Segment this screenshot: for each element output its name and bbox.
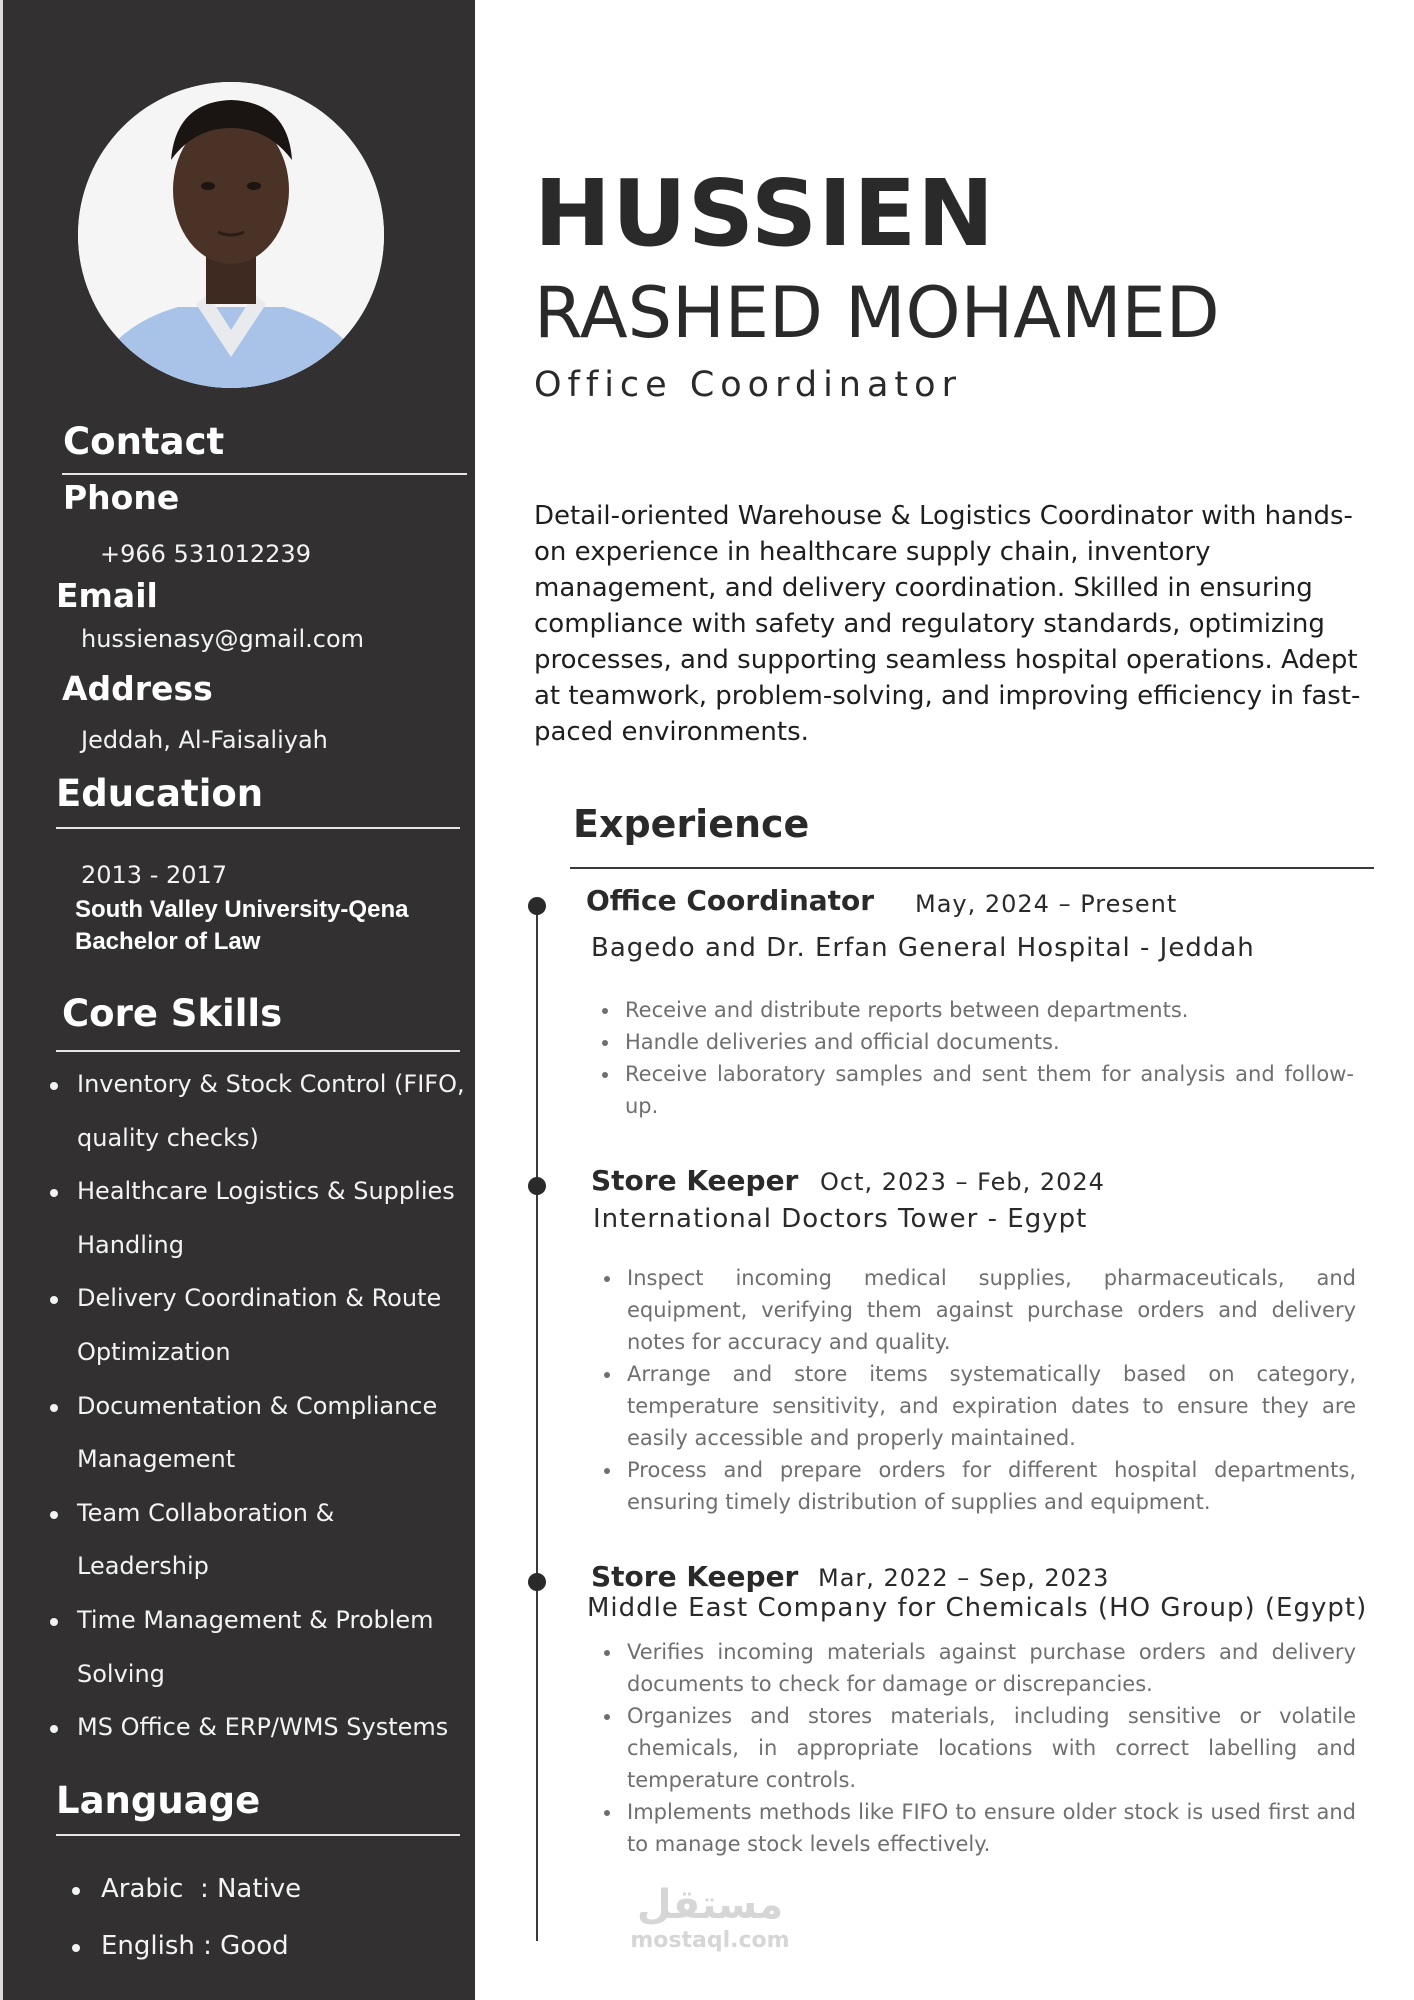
timeline-dot xyxy=(528,1573,546,1591)
address-value: Jeddah, Al-Faisaliyah xyxy=(81,726,328,754)
email-value[interactable]: hussienasy@gmail.com xyxy=(81,625,365,653)
skill-item: Healthcare Logistics & Supplies Handling xyxy=(50,1165,470,1272)
duty-item: Process and prepare orders for different hospital departments, ensuring timely distribution of supplies and equipment. xyxy=(600,1454,1356,1518)
language-item: English : Good xyxy=(72,1918,301,1975)
address-label: Address xyxy=(62,669,213,708)
timeline-line xyxy=(536,906,538,1941)
sidebar xyxy=(0,0,475,2000)
job-dates: May, 2024 – Present xyxy=(915,890,1178,918)
job-company: International Doctors Tower - Egypt xyxy=(593,1204,1088,1234)
job-duties xyxy=(600,1636,1356,1860)
job-role: Store Keeper xyxy=(591,1560,799,1593)
skills-heading: Core Skills xyxy=(62,992,283,1035)
skills-divider xyxy=(56,1050,460,1052)
duty-item: Organizes and stores materials, including sensitive or volatile chemicals, in appropriate locations with correct labelling and temperature controls. xyxy=(600,1700,1356,1796)
timeline-dot xyxy=(528,1177,546,1195)
education-degree: Bachelor of Law xyxy=(75,928,261,955)
duty-item: Receive and distribute reports between departments. xyxy=(598,994,1354,1026)
duty-item: Handle deliveries and official documents. xyxy=(598,1026,1354,1058)
phone-label: Phone xyxy=(63,478,180,517)
education-school: South Valley University-Qena xyxy=(75,896,409,923)
watermark-logo: مستقل xyxy=(636,1882,784,1928)
contact-heading: Contact xyxy=(63,420,225,463)
sidebar-edge xyxy=(0,0,3,2000)
contact-divider xyxy=(62,473,467,475)
summary: Detail-oriented Warehouse & Logistics Coordinator with hands-on experience in healthcare supply chain, inventory management, and delivery coordination. Skilled in ensuring compliance with safety and regulatory standards, optimizing processes, and supporting seamless hospital operations. Adept at teamwork, problem-solving, and improving efficiency in fast-paced environments. xyxy=(534,501,1361,747)
skill-item: Team Collaboration & Leadership xyxy=(50,1487,470,1594)
job-dates: Mar, 2022 – Sep, 2023 xyxy=(818,1564,1110,1592)
experience-heading: Experience xyxy=(573,802,810,846)
skill-item: Documentation & Compliance Management xyxy=(50,1380,470,1487)
skill-item: Time Management & Problem Solving xyxy=(50,1594,470,1701)
experience-divider xyxy=(570,867,1374,869)
watermark xyxy=(620,1882,800,1953)
job-role: Office Coordinator xyxy=(586,884,875,917)
job-title: Office Coordinator xyxy=(534,365,962,405)
profile-photo xyxy=(78,82,384,388)
job-duties xyxy=(598,994,1354,1122)
language-list xyxy=(72,1861,301,1975)
skills-list xyxy=(50,1058,470,1755)
job-dates: Oct, 2023 – Feb, 2024 xyxy=(820,1168,1105,1196)
timeline-dot xyxy=(528,897,546,915)
first-name: HUSSIEN xyxy=(534,160,996,267)
email-label: Email xyxy=(56,576,158,615)
skill-item: MS Office & ERP/WMS Systems xyxy=(50,1701,470,1755)
job-company: Middle East Company for Chemicals (HO Group) (Egypt) xyxy=(587,1593,1368,1623)
duty-item: Arrange and store items systematically based on category, temperature sensitivity, and expiration dates to ensure they are easily accessible and properly maintained. xyxy=(600,1358,1356,1454)
job-duties xyxy=(600,1262,1356,1518)
job-role: Store Keeper xyxy=(591,1164,799,1197)
last-name: RASHED MOHAMED xyxy=(534,272,1220,354)
skill-item: Inventory & Stock Control (FIFO, quality checks) xyxy=(50,1058,470,1165)
language-item: Arabic : Native xyxy=(72,1861,301,1918)
phone-value: +966 531012239 xyxy=(100,540,311,568)
education-divider xyxy=(56,827,460,829)
duty-item: Implements methods like FIFO to ensure older stock is used first and to manage stock levels effectively. xyxy=(600,1796,1356,1860)
job-company: Bagedo and Dr. Erfan General Hospital - Jeddah xyxy=(591,933,1255,963)
language-heading: Language xyxy=(56,1779,261,1822)
duty-item: Inspect incoming medical supplies, pharmaceuticals, and equipment, verifying them against purchase orders and delivery notes for accuracy and quality. xyxy=(600,1262,1356,1358)
skill-item: Delivery Coordination & Route Optimization xyxy=(50,1272,470,1379)
duty-item: Receive laboratory samples and sent them for analysis and follow-up. xyxy=(598,1058,1354,1122)
duty-item: Verifies incoming materials against purchase orders and delivery documents to check for damage or discrepancies. xyxy=(600,1636,1356,1700)
language-divider xyxy=(56,1834,460,1836)
watermark-url: mostaql.com xyxy=(630,1928,790,1953)
education-years: 2013 - 2017 xyxy=(81,861,228,889)
education-heading: Education xyxy=(56,772,264,815)
